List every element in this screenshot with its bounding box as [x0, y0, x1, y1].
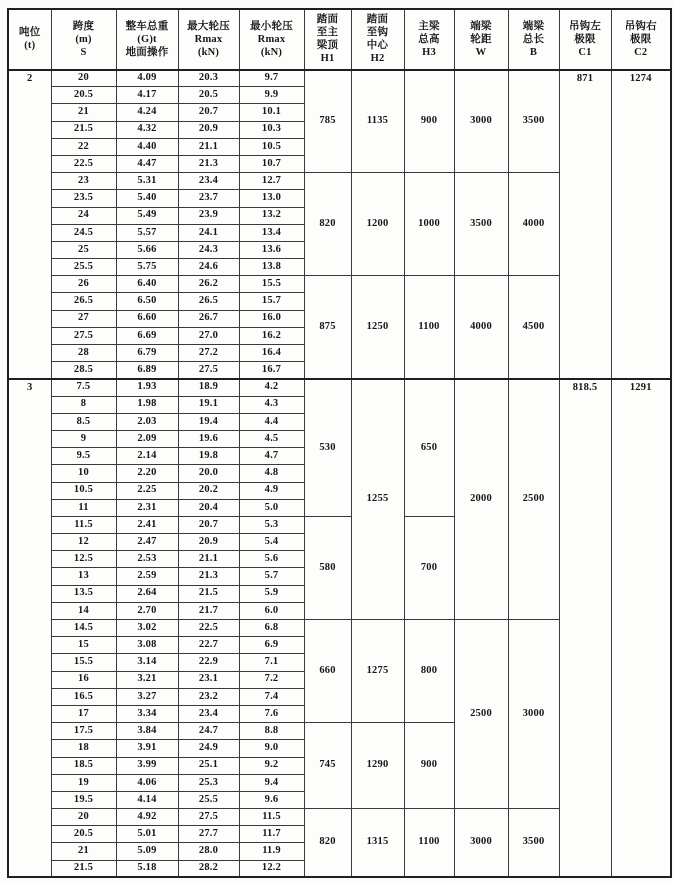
table-header	[8, 9, 671, 70]
h1-cell: 875	[304, 276, 351, 379]
rmin-cell: 4.7	[239, 448, 304, 465]
h3-cell: 650	[404, 379, 454, 517]
c2-cell: 1291	[611, 379, 671, 877]
rmin-cell: 11.5	[239, 809, 304, 826]
weight-cell: 5.09	[116, 843, 178, 860]
column-header-rmin	[239, 9, 304, 70]
weight-cell: 4.09	[116, 70, 178, 87]
weight-cell: 6.89	[116, 362, 178, 379]
b-cell: 4500	[508, 276, 559, 379]
rmin-cell: 15.7	[239, 293, 304, 310]
rmin-cell: 10.5	[239, 138, 304, 155]
weight-cell: 2.20	[116, 465, 178, 482]
c2-cell: 1274	[611, 70, 671, 379]
column-header-h1	[304, 9, 351, 70]
rmin-cell: 6.8	[239, 620, 304, 637]
table-row	[8, 379, 671, 396]
header-line: 极限	[574, 33, 596, 45]
b-cell: 3000	[508, 620, 559, 809]
h2-cell: 1255	[351, 379, 404, 620]
header-line: (G)t	[137, 33, 157, 45]
rmax-cell: 27.0	[178, 327, 239, 344]
span-cell: 22	[51, 138, 116, 155]
weight-cell: 5.75	[116, 259, 178, 276]
header-line: S	[80, 46, 87, 58]
rmax-cell: 26.7	[178, 310, 239, 327]
rmax-cell: 23.2	[178, 688, 239, 705]
rmax-cell: 19.4	[178, 413, 239, 430]
rmin-cell: 13.0	[239, 190, 304, 207]
rmax-cell: 23.9	[178, 207, 239, 224]
h3-cell: 1100	[404, 276, 454, 379]
weight-cell: 2.53	[116, 551, 178, 568]
rmax-cell: 28.0	[178, 843, 239, 860]
span-cell: 12	[51, 534, 116, 551]
weight-cell: 3.14	[116, 654, 178, 671]
rmin-cell: 4.9	[239, 482, 304, 499]
header-line: (kN)	[197, 46, 220, 58]
weight-cell: 3.34	[116, 705, 178, 722]
b-cell: 3500	[508, 809, 559, 878]
span-cell: 9.5	[51, 448, 116, 465]
rmin-cell: 4.8	[239, 465, 304, 482]
span-cell: 28	[51, 345, 116, 362]
rmin-cell: 7.4	[239, 688, 304, 705]
rmax-cell: 21.1	[178, 551, 239, 568]
rmax-cell: 20.4	[178, 499, 239, 516]
span-cell: 8	[51, 396, 116, 413]
weight-cell: 3.08	[116, 637, 178, 654]
rmin-cell: 10.1	[239, 104, 304, 121]
rmax-cell: 19.8	[178, 448, 239, 465]
header-line: 跨度	[72, 20, 95, 32]
header-line: H2	[370, 53, 385, 65]
weight-cell: 3.84	[116, 723, 178, 740]
rmin-cell: 13.6	[239, 241, 304, 258]
weight-cell: 3.27	[116, 688, 178, 705]
h1-cell: 820	[304, 173, 351, 276]
header-line: 轮距	[470, 33, 492, 45]
weight-cell: 2.70	[116, 602, 178, 619]
weight-cell: 4.47	[116, 155, 178, 172]
rmin-cell: 5.6	[239, 551, 304, 568]
rmax-cell: 20.9	[178, 534, 239, 551]
column-header-c1	[559, 9, 611, 70]
rmin-cell: 13.8	[239, 259, 304, 276]
h1-cell: 660	[304, 620, 351, 723]
weight-cell: 6.79	[116, 345, 178, 362]
span-cell: 20.5	[51, 826, 116, 843]
rmax-cell: 22.9	[178, 654, 239, 671]
h2-cell: 1275	[351, 620, 404, 723]
header-line: (m)	[75, 33, 92, 45]
header-line: 极限	[630, 33, 652, 45]
span-cell: 13	[51, 568, 116, 585]
header-line: 至钩	[366, 27, 389, 39]
header-line: 地面操作	[125, 46, 169, 58]
rmax-cell: 27.7	[178, 826, 239, 843]
w-cell: 3500	[454, 173, 508, 276]
span-cell: 10.5	[51, 482, 116, 499]
rmin-cell: 5.4	[239, 534, 304, 551]
rmin-cell: 7.6	[239, 705, 304, 722]
span-cell: 16.5	[51, 688, 116, 705]
header-line: H3	[422, 46, 436, 58]
rmin-cell: 16.2	[239, 327, 304, 344]
h1-cell: 580	[304, 516, 351, 619]
header-line: H1	[320, 53, 335, 65]
weight-cell: 1.93	[116, 379, 178, 396]
rmax-cell: 20.9	[178, 121, 239, 138]
h2-cell: 1200	[351, 173, 404, 276]
weight-cell: 1.98	[116, 396, 178, 413]
span-cell: 23	[51, 173, 116, 190]
rmax-cell: 21.3	[178, 155, 239, 172]
rmin-cell: 9.4	[239, 774, 304, 791]
rmin-cell: 10.3	[239, 121, 304, 138]
header-line: 中心	[366, 40, 389, 52]
header-line: C2	[634, 46, 648, 58]
header-line: 最大轮压	[187, 20, 230, 32]
header-line: 吨位	[19, 27, 41, 39]
h2-cell: 1250	[351, 276, 404, 379]
rmax-cell: 24.7	[178, 723, 239, 740]
w-cell: 2000	[454, 379, 508, 620]
header-row	[8, 9, 671, 70]
weight-cell: 3.02	[116, 620, 178, 637]
column-header-span	[51, 9, 116, 70]
rmin-cell: 11.9	[239, 843, 304, 860]
rmin-cell: 9.0	[239, 740, 304, 757]
rmax-cell: 22.7	[178, 637, 239, 654]
rmin-cell: 9.6	[239, 791, 304, 808]
weight-cell: 2.03	[116, 413, 178, 430]
span-cell: 19.5	[51, 791, 116, 808]
rmax-cell: 20.2	[178, 482, 239, 499]
span-cell: 26	[51, 276, 116, 293]
span-cell: 26.5	[51, 293, 116, 310]
header-line: Rmax	[257, 33, 286, 45]
header-line: 最小轮压	[250, 20, 293, 32]
column-header-b	[508, 9, 559, 70]
header-line: 至主	[316, 27, 339, 39]
rmax-cell: 21.3	[178, 568, 239, 585]
rmax-cell: 25.3	[178, 774, 239, 791]
weight-cell: 4.92	[116, 809, 178, 826]
rmin-cell: 4.2	[239, 379, 304, 396]
span-cell: 25.5	[51, 259, 116, 276]
h3-cell: 700	[404, 516, 454, 619]
column-header-h3	[404, 9, 454, 70]
rmax-cell: 23.7	[178, 190, 239, 207]
span-cell: 23.5	[51, 190, 116, 207]
column-header-w	[454, 9, 508, 70]
weight-cell: 6.50	[116, 293, 178, 310]
rmin-cell: 11.7	[239, 826, 304, 843]
weight-cell: 2.41	[116, 516, 178, 533]
rmax-cell: 24.9	[178, 740, 239, 757]
weight-cell: 2.14	[116, 448, 178, 465]
weight-cell: 3.91	[116, 740, 178, 757]
weight-cell: 5.57	[116, 224, 178, 241]
c1-cell: 871	[559, 70, 611, 379]
span-cell: 20.5	[51, 87, 116, 104]
span-cell: 21.5	[51, 860, 116, 877]
span-cell: 21	[51, 104, 116, 121]
rmin-cell: 16.7	[239, 362, 304, 379]
rmin-cell: 16.0	[239, 310, 304, 327]
span-cell: 27	[51, 310, 116, 327]
span-cell: 16	[51, 671, 116, 688]
weight-cell: 2.64	[116, 585, 178, 602]
weight-cell: 5.01	[116, 826, 178, 843]
rmin-cell: 10.7	[239, 155, 304, 172]
column-header-h2	[351, 9, 404, 70]
rmin-cell: 13.2	[239, 207, 304, 224]
rmin-cell: 5.0	[239, 499, 304, 516]
rmax-cell: 20.0	[178, 465, 239, 482]
weight-cell: 6.40	[116, 276, 178, 293]
table-row	[8, 70, 671, 87]
b-cell: 3500	[508, 70, 559, 173]
h1-cell: 530	[304, 379, 351, 517]
span-cell: 7.5	[51, 379, 116, 396]
span-cell: 20	[51, 809, 116, 826]
span-cell: 10	[51, 465, 116, 482]
rmax-cell: 20.7	[178, 516, 239, 533]
span-cell: 8.5	[51, 413, 116, 430]
rmin-cell: 8.8	[239, 723, 304, 740]
w-cell: 2500	[454, 620, 508, 809]
weight-cell: 3.21	[116, 671, 178, 688]
h2-cell: 1135	[351, 70, 404, 173]
c1-cell: 818.5	[559, 379, 611, 877]
span-cell: 15	[51, 637, 116, 654]
w-cell: 3000	[454, 70, 508, 173]
header-line: 总长	[522, 33, 545, 45]
h2-cell: 1315	[351, 809, 404, 878]
span-cell: 9	[51, 430, 116, 447]
header-line: C1	[578, 46, 592, 58]
rmin-cell: 7.1	[239, 654, 304, 671]
rmin-cell: 9.9	[239, 87, 304, 104]
rmin-cell: 9.2	[239, 757, 304, 774]
h2-cell: 1290	[351, 723, 404, 809]
header-line: (t)	[24, 40, 36, 52]
rmin-cell: 4.5	[239, 430, 304, 447]
rmin-cell: 12.7	[239, 173, 304, 190]
h1-cell: 785	[304, 70, 351, 173]
h3-cell: 800	[404, 620, 454, 723]
span-cell: 15.5	[51, 654, 116, 671]
rmin-cell: 12.2	[239, 860, 304, 877]
rmax-cell: 24.1	[178, 224, 239, 241]
rmin-cell: 16.4	[239, 345, 304, 362]
weight-cell: 2.25	[116, 482, 178, 499]
weight-cell: 6.69	[116, 327, 178, 344]
rmin-cell: 6.9	[239, 637, 304, 654]
rmax-cell: 20.7	[178, 104, 239, 121]
header-line: (kN)	[260, 46, 283, 58]
span-cell: 17.5	[51, 723, 116, 740]
table-body	[8, 70, 671, 878]
header-line: 吊钩左	[568, 20, 602, 32]
rmax-cell: 27.5	[178, 362, 239, 379]
weight-cell: 2.31	[116, 499, 178, 516]
weight-cell: 2.59	[116, 568, 178, 585]
rmax-cell: 25.5	[178, 791, 239, 808]
span-cell: 17	[51, 705, 116, 722]
header-line: Rmax	[194, 33, 223, 45]
span-cell: 28.5	[51, 362, 116, 379]
span-cell: 24	[51, 207, 116, 224]
rmin-cell: 5.3	[239, 516, 304, 533]
rmax-cell: 19.1	[178, 396, 239, 413]
column-header-weight	[116, 9, 178, 70]
span-cell: 12.5	[51, 551, 116, 568]
rmax-cell: 20.5	[178, 87, 239, 104]
rmin-cell: 7.2	[239, 671, 304, 688]
h1-cell: 820	[304, 809, 351, 878]
span-cell: 14.5	[51, 620, 116, 637]
header-line: 踏面	[316, 14, 339, 25]
rmax-cell: 23.4	[178, 705, 239, 722]
span-cell: 14	[51, 602, 116, 619]
h3-cell: 900	[404, 723, 454, 809]
rmax-cell: 21.5	[178, 585, 239, 602]
h3-cell: 1100	[404, 809, 454, 878]
weight-cell: 3.99	[116, 757, 178, 774]
rmax-cell: 18.9	[178, 379, 239, 396]
rmax-cell: 22.5	[178, 620, 239, 637]
column-header-rmax	[178, 9, 239, 70]
span-cell: 19	[51, 774, 116, 791]
weight-cell: 5.49	[116, 207, 178, 224]
weight-cell: 2.09	[116, 430, 178, 447]
header-line: 吊钩右	[624, 20, 657, 32]
header-line: 踏面	[366, 14, 389, 25]
rmin-cell: 15.5	[239, 276, 304, 293]
rmax-cell: 23.1	[178, 671, 239, 688]
weight-cell: 4.14	[116, 791, 178, 808]
span-cell: 25	[51, 241, 116, 258]
rmin-cell: 5.7	[239, 568, 304, 585]
rmax-cell: 23.4	[178, 173, 239, 190]
tonnage-cell: 3	[8, 379, 51, 877]
column-header-tonnage	[8, 9, 51, 70]
weight-cell: 4.17	[116, 87, 178, 104]
weight-cell: 5.66	[116, 241, 178, 258]
rmax-cell: 27.5	[178, 809, 239, 826]
rmax-cell: 20.3	[178, 70, 239, 87]
h3-cell: 1000	[404, 173, 454, 276]
rmin-cell: 4.4	[239, 413, 304, 430]
header-line: 端梁	[522, 20, 545, 32]
b-cell: 4000	[508, 173, 559, 276]
w-cell: 4000	[454, 276, 508, 379]
rmax-cell: 28.2	[178, 860, 239, 877]
span-cell: 11.5	[51, 516, 116, 533]
w-cell: 3000	[454, 809, 508, 878]
h3-cell: 900	[404, 70, 454, 173]
span-cell: 20	[51, 70, 116, 87]
header-line: W	[475, 46, 487, 58]
header-line: 主梁	[418, 20, 440, 32]
span-cell: 27.5	[51, 327, 116, 344]
header-line: 总高	[418, 33, 440, 45]
rmax-cell: 21.1	[178, 138, 239, 155]
rmax-cell: 21.7	[178, 602, 239, 619]
b-cell: 2500	[508, 379, 559, 620]
weight-cell: 5.31	[116, 173, 178, 190]
header-line: 端梁	[470, 20, 492, 32]
column-header-c2	[611, 9, 671, 70]
weight-cell: 2.47	[116, 534, 178, 551]
header-line: 整车总重	[125, 20, 169, 32]
weight-cell: 4.24	[116, 104, 178, 121]
weight-cell: 5.40	[116, 190, 178, 207]
rmin-cell: 5.9	[239, 585, 304, 602]
weight-cell: 4.06	[116, 774, 178, 791]
span-cell: 24.5	[51, 224, 116, 241]
span-cell: 13.5	[51, 585, 116, 602]
rmin-cell: 4.3	[239, 396, 304, 413]
weight-cell: 6.60	[116, 310, 178, 327]
rmin-cell: 9.7	[239, 70, 304, 87]
header-line: 梁顶	[316, 40, 339, 52]
span-cell: 21.5	[51, 121, 116, 138]
rmax-cell: 24.6	[178, 259, 239, 276]
rmax-cell: 26.5	[178, 293, 239, 310]
span-cell: 22.5	[51, 155, 116, 172]
weight-cell: 5.18	[116, 860, 178, 877]
span-cell: 11	[51, 499, 116, 516]
h1-cell: 745	[304, 723, 351, 809]
rmax-cell: 27.2	[178, 345, 239, 362]
span-cell: 21	[51, 843, 116, 860]
rmax-cell: 26.2	[178, 276, 239, 293]
rmin-cell: 6.0	[239, 602, 304, 619]
span-cell: 18	[51, 740, 116, 757]
rmin-cell: 13.4	[239, 224, 304, 241]
rmax-cell: 19.6	[178, 430, 239, 447]
weight-cell: 4.32	[116, 121, 178, 138]
rmax-cell: 24.3	[178, 241, 239, 258]
crane-spec-table	[7, 8, 672, 878]
header-line: B	[529, 46, 538, 58]
tonnage-cell: 2	[8, 70, 51, 379]
span-cell: 18.5	[51, 757, 116, 774]
rmax-cell: 25.1	[178, 757, 239, 774]
weight-cell: 4.40	[116, 138, 178, 155]
